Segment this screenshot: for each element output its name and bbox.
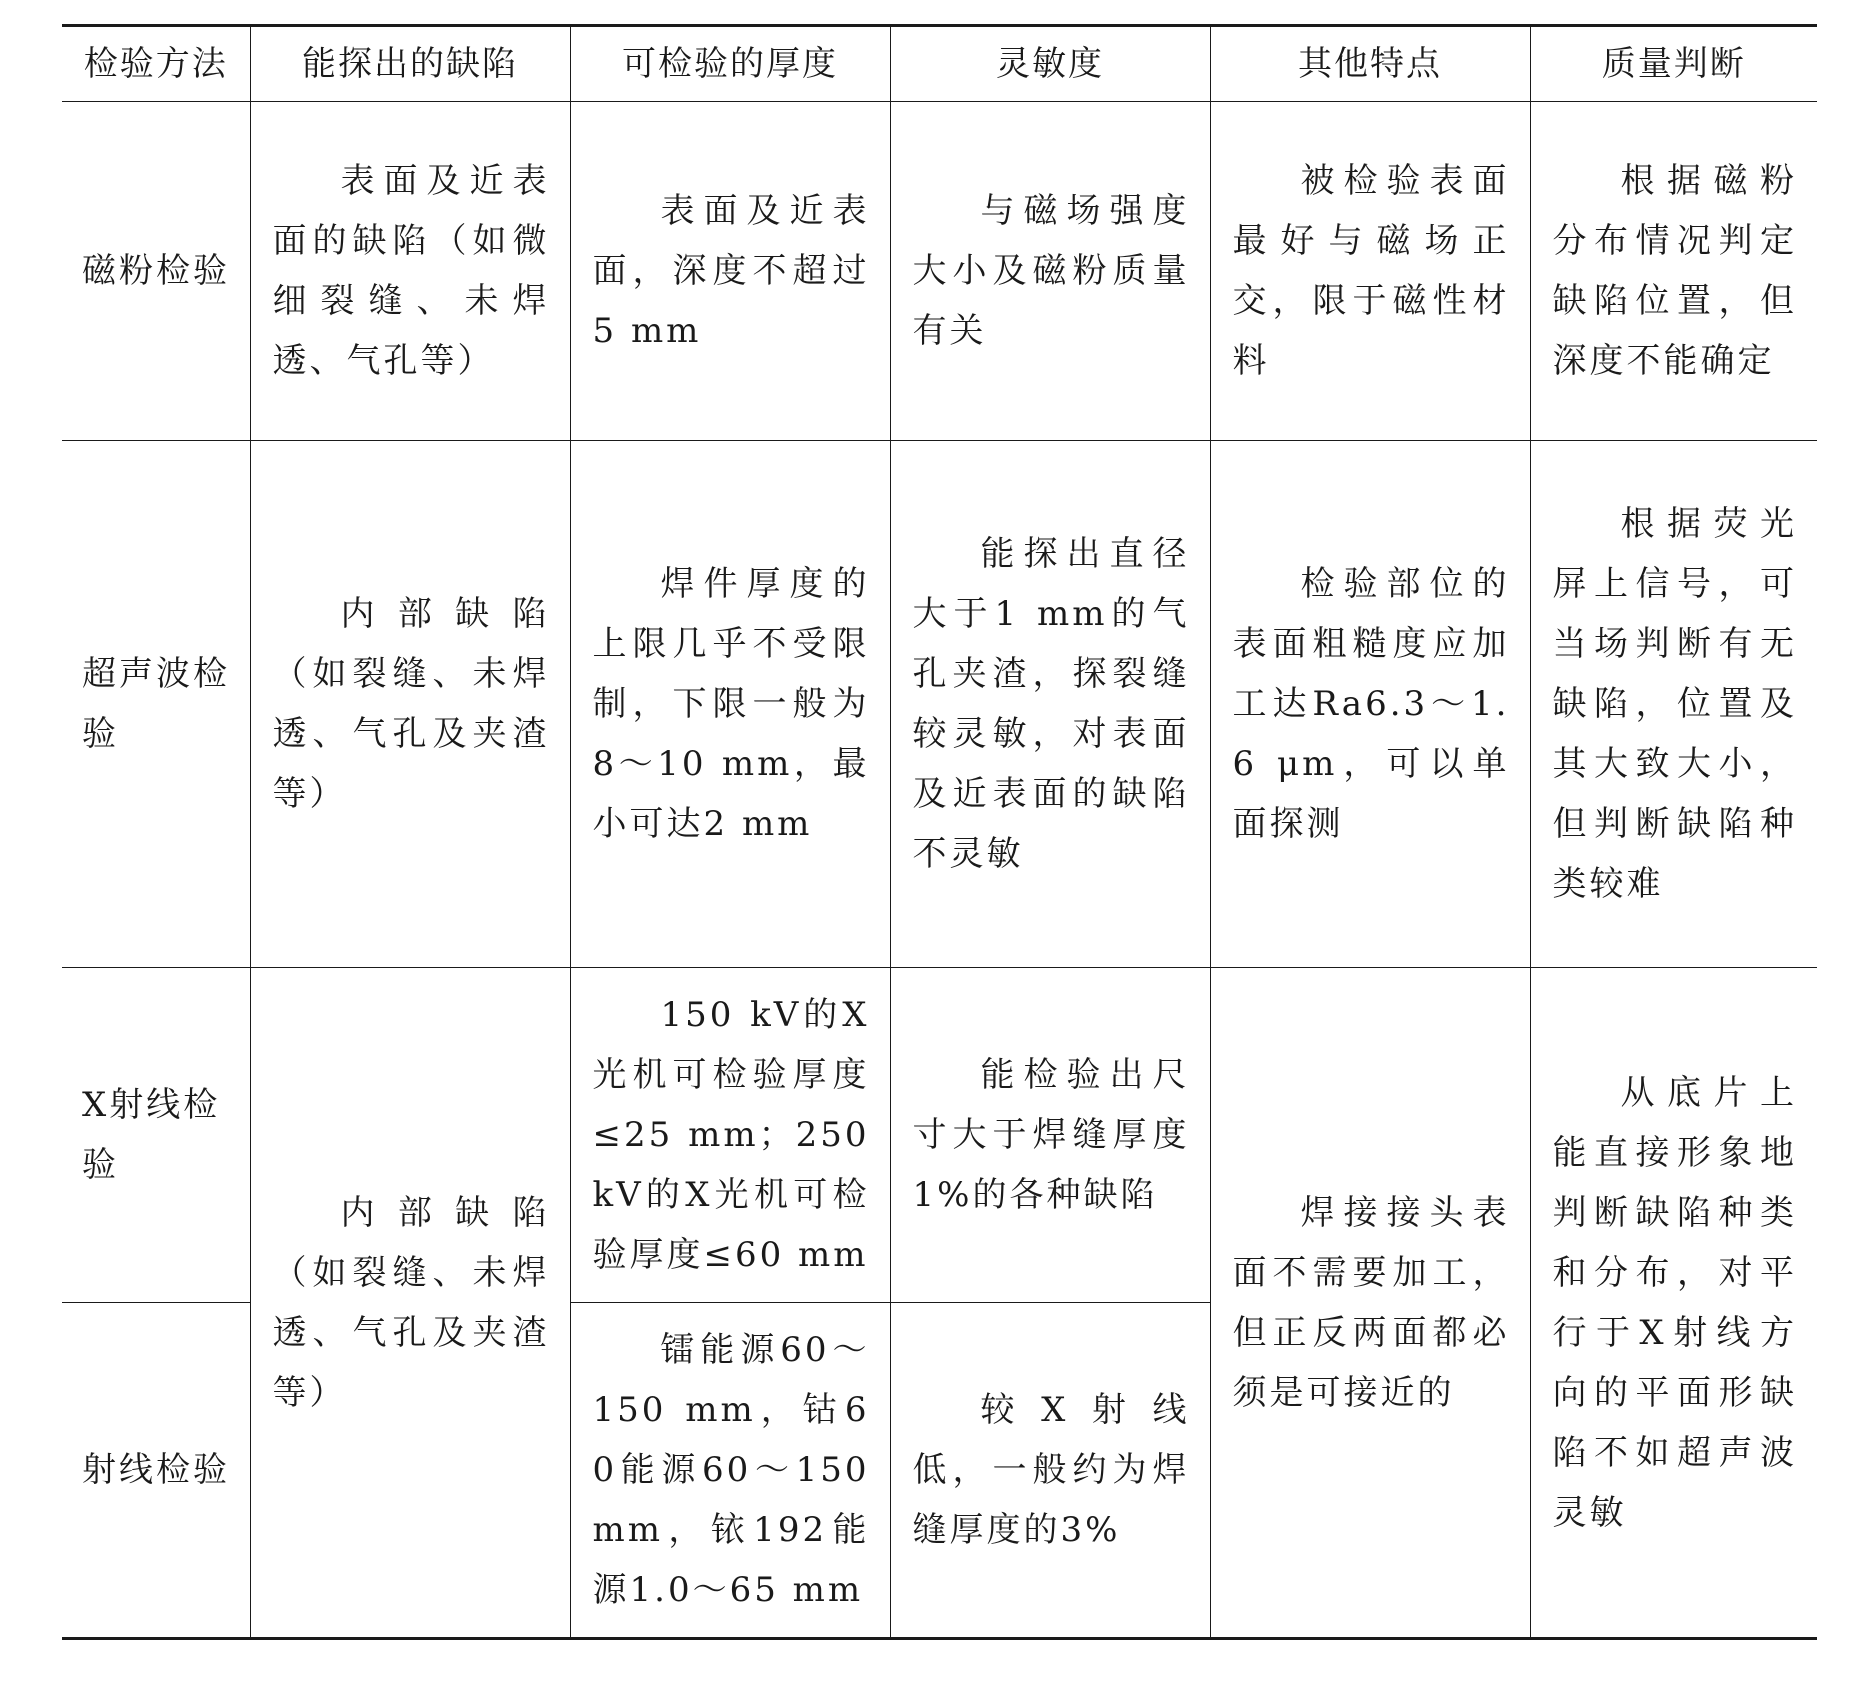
header-row	[62, 26, 1817, 102]
defects-cell: 内部缺陷（如裂缝、未焊透、气孔及夹渣等）	[250, 441, 570, 968]
table-row	[62, 441, 1817, 968]
inspection-methods-table	[62, 24, 1817, 1640]
page	[62, 24, 1817, 1640]
features-cell-shared: 焊接接头表面不需要加工，但正反两面都必须是可接近的	[1210, 968, 1530, 1639]
judgment-cell-shared: 从底片上能直接形象地判断缺陷种类和分布，对平行于X射线方向的平面形缺陷不如超声波灵敏	[1530, 968, 1817, 1639]
table-header	[62, 26, 1817, 102]
header-thickness: 可检验的厚度	[570, 26, 890, 102]
judgment-cell: 根据荧光屏上信号，可当场判断有无缺陷，位置及其大致大小，但判断缺陷种类较难	[1530, 441, 1817, 968]
judgment-cell: 根据磁粉分布情况判定缺陷位置，但深度不能确定	[1530, 102, 1817, 441]
table-row	[62, 102, 1817, 441]
header-judgment: 质量判断	[1530, 26, 1817, 102]
table-body	[62, 102, 1817, 1639]
defects-cell-shared: 内部缺陷（如裂缝、未焊透、气孔及夹渣等）	[250, 968, 570, 1639]
sensitivity-cell: 较X射线低，一般约为焊缝厚度的3%	[890, 1303, 1210, 1639]
method-cell: 超声波检验	[62, 441, 250, 968]
table-row	[62, 968, 1817, 1303]
method-cell: 射线检验	[62, 1303, 250, 1639]
thickness-cell: 表面及近表面，深度不超过5 mm	[570, 102, 890, 441]
sensitivity-cell: 能探出直径大于1 mm的气孔夹渣，探裂缝较灵敏，对表面及近表面的缺陷不灵敏	[890, 441, 1210, 968]
thickness-cell: 镭能源60～150 mm，钴60能源60～150 mm，铱192能源1.0～65 mm	[570, 1303, 890, 1639]
defects-cell: 表面及近表面的缺陷（如微细裂缝、未焊透、气孔等）	[250, 102, 570, 441]
method-cell: 磁粉检验	[62, 102, 250, 441]
header-sensitivity: 灵敏度	[890, 26, 1210, 102]
header-features: 其他特点	[1210, 26, 1530, 102]
sensitivity-cell: 与磁场强度大小及磁粉质量有关	[890, 102, 1210, 441]
features-cell: 被检验表面最好与磁场正交，限于磁性材料	[1210, 102, 1530, 441]
header-method: 检验方法	[62, 26, 250, 102]
method-cell: X射线检验	[62, 968, 250, 1303]
features-cell: 检验部位的表面粗糙度应加工达Ra6.3～1.6 μm，可以单面探测	[1210, 441, 1530, 968]
sensitivity-cell: 能检验出尺寸大于焊缝厚度1%的各种缺陷	[890, 968, 1210, 1303]
header-defects: 能探出的缺陷	[250, 26, 570, 102]
thickness-cell: 焊件厚度的上限几乎不受限制，下限一般为8～10 mm，最小可达2 mm	[570, 441, 890, 968]
thickness-cell: 150 kV的X光机可检验厚度≤25 mm；250 kV的X光机可检验厚度≤60 mm	[570, 968, 890, 1303]
